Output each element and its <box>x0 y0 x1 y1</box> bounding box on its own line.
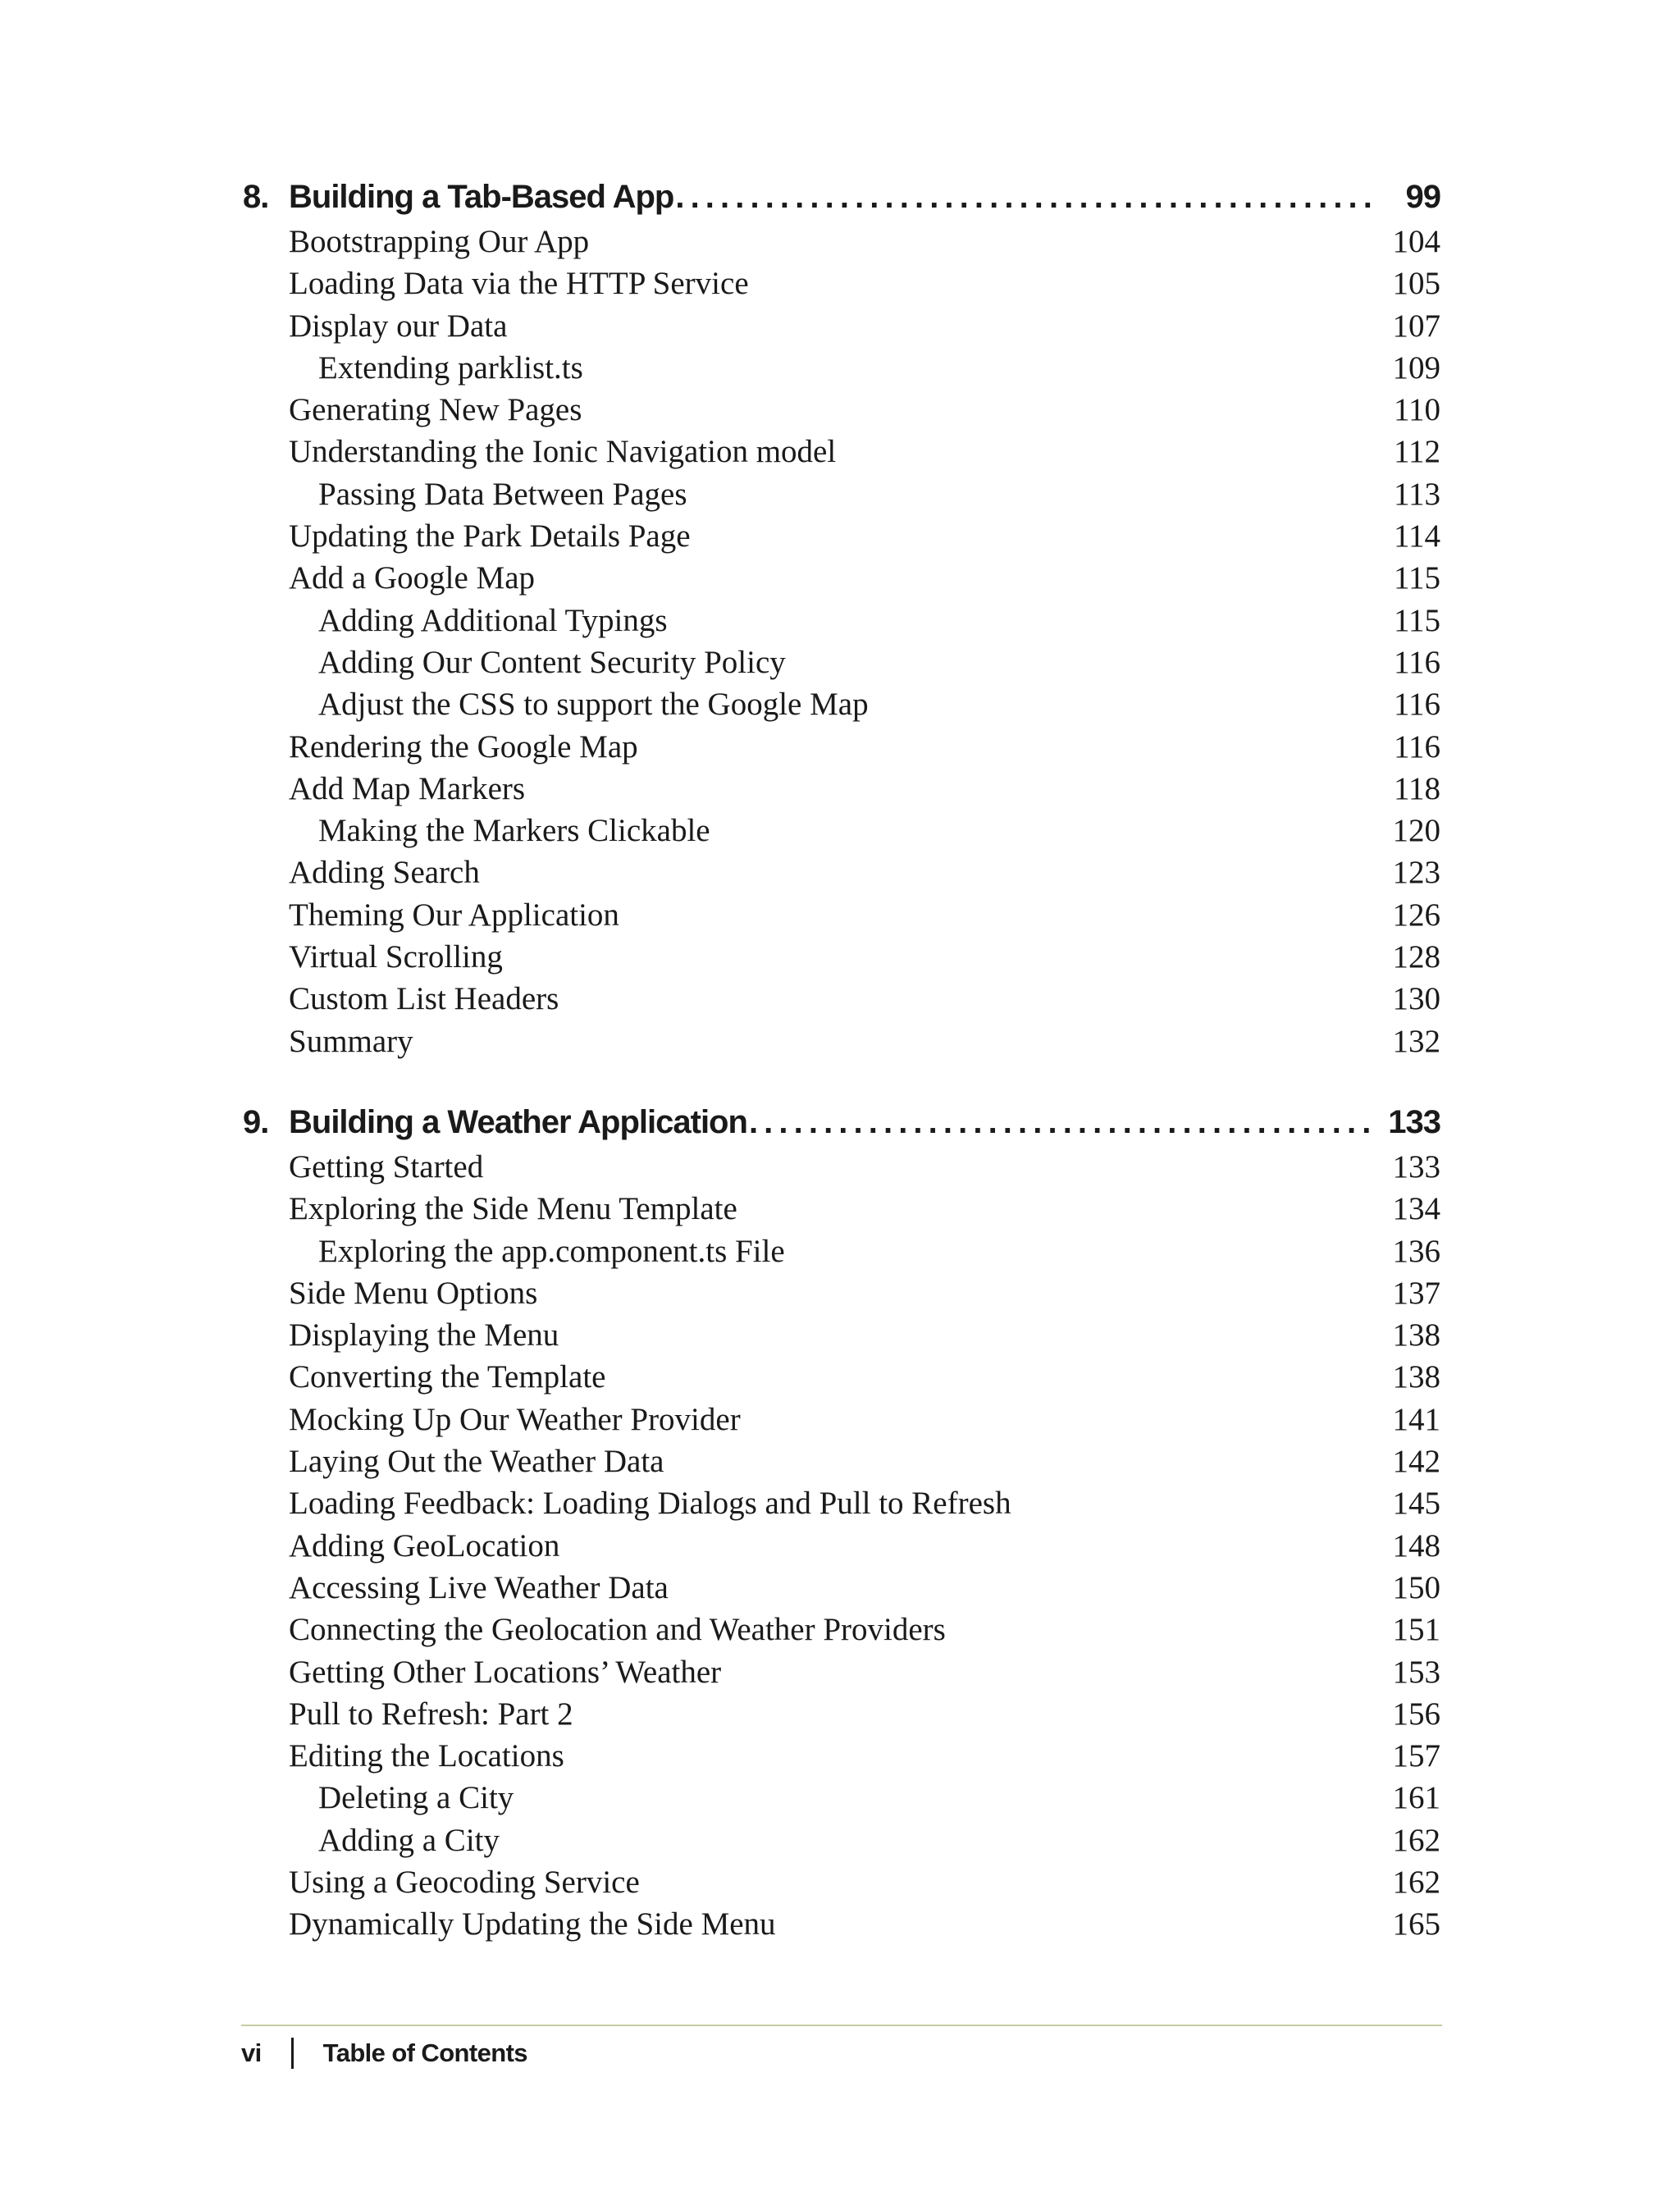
entry-title: Connecting the Geolocation and Weather Providers <box>289 1612 946 1648</box>
toc-section-entry[interactable] <box>243 1737 1440 1779</box>
entry-page-number: 115 <box>1393 560 1440 596</box>
entry-title: Converting the Template <box>289 1359 606 1395</box>
entry-page-number: 120 <box>1392 813 1440 849</box>
entry-title: Adding GeoLocation <box>289 1527 560 1564</box>
entry-page-number: 118 <box>1393 770 1440 806</box>
section-list <box>243 1148 1440 1948</box>
toc-section-entry[interactable] <box>243 1654 1440 1696</box>
entry-page-number: 153 <box>1392 1654 1440 1690</box>
toc-section-entry[interactable] <box>243 1275 1440 1317</box>
entry-page-number: 116 <box>1393 644 1440 680</box>
entry-page-number: 116 <box>1393 687 1440 723</box>
toc-subsection-entry[interactable] <box>243 349 1440 391</box>
entry-title: Passing Data Between Pages <box>318 476 687 512</box>
toc-section-entry[interactable] <box>243 433 1440 475</box>
entry-page-number: 138 <box>1392 1359 1440 1395</box>
entry-page-number: 116 <box>1393 728 1440 765</box>
chapter-8 <box>243 179 1440 1065</box>
entry-page-number: 112 <box>1393 434 1440 470</box>
entry-page-number: 156 <box>1392 1696 1440 1732</box>
toc-subsection-entry[interactable] <box>243 602 1440 644</box>
chapter-number: 8. <box>243 179 269 215</box>
entry-title: Dynamically Updating the Side Menu <box>289 1906 776 1942</box>
chapter-title: Building a Weather Application <box>289 1104 747 1140</box>
chapter-heading[interactable] <box>243 1104 1440 1148</box>
toc-section-entry[interactable] <box>243 897 1440 938</box>
entry-title: Loading Data via the HTTP Service <box>289 266 749 302</box>
entry-page-number: 109 <box>1392 349 1440 386</box>
toc-subsection-entry[interactable] <box>243 644 1440 686</box>
entry-title: Custom List Headers <box>289 981 559 1017</box>
entry-page-number: 134 <box>1392 1191 1440 1227</box>
entry-title: Exploring the Side Menu Template <box>289 1191 737 1227</box>
entry-page-number: 104 <box>1392 224 1440 259</box>
entry-title: Deleting a City <box>318 1780 514 1816</box>
entry-title: Bootstrapping Our App <box>289 224 590 259</box>
entry-page-number: 161 <box>1392 1780 1440 1816</box>
entry-title: Displaying the Menu <box>289 1317 559 1354</box>
chapter-page-number: 99 <box>1405 179 1440 215</box>
entry-page-number: 137 <box>1392 1275 1440 1311</box>
toc-section-entry[interactable] <box>243 559 1440 601</box>
toc-section-entry[interactable] <box>243 265 1440 307</box>
entry-title: Extending parklist.ts <box>318 349 583 386</box>
toc-subsection-entry[interactable] <box>243 1822 1440 1864</box>
entry-title: Updating the Park Details Page <box>289 518 691 555</box>
entry-page-number: 148 <box>1392 1527 1440 1564</box>
toc-section-entry[interactable] <box>243 728 1440 770</box>
entry-page-number: 128 <box>1392 939 1440 975</box>
entry-title: Making the Markers Clickable <box>318 813 710 849</box>
chapter-title: Building a Tab-Based App <box>289 179 674 215</box>
toc-subsection-entry[interactable] <box>243 476 1440 518</box>
toc-subsection-entry[interactable] <box>243 812 1440 854</box>
section-list <box>243 223 1440 1065</box>
entry-title: Mocking Up Our Weather Provider <box>289 1401 741 1437</box>
page-footer <box>241 2038 527 2069</box>
toc-section-entry[interactable] <box>243 1527 1440 1569</box>
toc-section-entry[interactable] <box>243 223 1440 265</box>
dot-leader <box>749 1104 1373 1141</box>
entry-page-number: 107 <box>1392 308 1440 344</box>
entry-page-number: 142 <box>1392 1444 1440 1480</box>
chapter-number: 9. <box>243 1104 269 1140</box>
toc-section-entry[interactable] <box>243 518 1440 559</box>
toc-section-entry[interactable] <box>243 1148 1440 1190</box>
entry-page-number: 162 <box>1392 1865 1440 1901</box>
entry-page-number: 150 <box>1392 1569 1440 1605</box>
entry-page-number: 162 <box>1392 1822 1440 1858</box>
entry-title: Editing the Locations <box>289 1738 564 1774</box>
footer-divider <box>241 2025 1442 2026</box>
entry-page-number: 110 <box>1393 392 1440 428</box>
entry-page-number: 114 <box>1393 518 1440 555</box>
toc-section-entry[interactable] <box>243 1023 1440 1065</box>
entry-page-number: 130 <box>1392 981 1440 1017</box>
entry-page-number: 132 <box>1392 1023 1440 1059</box>
toc-section-entry[interactable] <box>243 980 1440 1022</box>
entry-page-number: 151 <box>1392 1612 1440 1648</box>
chapter-page-number: 133 <box>1388 1104 1440 1140</box>
entry-title: Adding Our Content Security Policy <box>318 644 786 680</box>
entry-title: Using a Geocoding Service <box>289 1865 640 1901</box>
chapter-9 <box>243 1104 1440 1948</box>
entry-page-number: 126 <box>1392 897 1440 933</box>
footer-page-number: vi <box>241 2038 262 2067</box>
entry-title: Getting Other Locations’ Weather <box>289 1654 722 1690</box>
toc-section-entry[interactable] <box>243 1317 1440 1358</box>
entry-title: Adding a City <box>318 1822 500 1858</box>
entry-page-number: 165 <box>1392 1906 1440 1942</box>
entry-title: Theming Our Application <box>289 897 619 933</box>
entry-page-number: 138 <box>1392 1317 1440 1354</box>
toc-section-entry[interactable] <box>243 854 1440 896</box>
entry-page-number: 136 <box>1392 1233 1440 1269</box>
entry-page-number: 115 <box>1393 602 1440 638</box>
toc-section-entry[interactable] <box>243 1190 1440 1232</box>
toc-section-entry[interactable] <box>243 770 1440 812</box>
entry-title: Rendering the Google Map <box>289 728 638 765</box>
entry-page-number: 105 <box>1392 266 1440 302</box>
toc-section-entry[interactable] <box>243 308 1440 349</box>
toc-section-entry[interactable] <box>243 1485 1440 1527</box>
entry-page-number: 141 <box>1392 1401 1440 1437</box>
entry-title: Adjust the CSS to support the Google Map <box>318 687 869 723</box>
entry-page-number: 123 <box>1392 855 1440 891</box>
entry-page-number: 133 <box>1392 1149 1440 1185</box>
entry-title: Loading Feedback: Loading Dialogs and Pull to Refresh <box>289 1486 1011 1522</box>
entry-title: Add Map Markers <box>289 770 526 806</box>
entry-title: Display our Data <box>289 308 508 344</box>
toc-section-entry[interactable] <box>243 391 1440 433</box>
entry-page-number: 145 <box>1392 1486 1440 1522</box>
entry-page-number: 157 <box>1392 1738 1440 1774</box>
toc-section-entry[interactable] <box>243 1611 1440 1653</box>
entry-title: Understanding the Ionic Navigation model <box>289 434 837 470</box>
footer-separator <box>291 2038 294 2069</box>
entry-title: Adding Additional Typings <box>318 602 668 638</box>
entry-title: Adding Search <box>289 855 480 891</box>
toc-section-entry[interactable] <box>243 938 1440 980</box>
footer-section-title: Table of Contents <box>322 2038 527 2067</box>
entry-page-number: 113 <box>1393 476 1440 512</box>
toc-section-entry[interactable] <box>243 1864 1440 1906</box>
entry-title: Side Menu Options <box>289 1275 538 1311</box>
toc-subsection-entry[interactable] <box>243 1779 1440 1821</box>
entry-title: Accessing Live Weather Data <box>289 1569 669 1605</box>
entry-title: Generating New Pages <box>289 392 582 428</box>
toc-subsection-entry[interactable] <box>243 1233 1440 1275</box>
entry-title: Getting Started <box>289 1149 484 1185</box>
toc-section-entry[interactable] <box>243 1401 1440 1443</box>
toc-section-entry[interactable] <box>243 1906 1440 1947</box>
toc-subsection-entry[interactable] <box>243 686 1440 728</box>
entry-title: Exploring the app.component.ts File <box>318 1233 785 1269</box>
dot-leader <box>675 179 1376 216</box>
toc-section-entry[interactable] <box>243 1358 1440 1400</box>
toc-section-entry[interactable] <box>243 1696 1440 1737</box>
entry-title: Pull to Refresh: Part 2 <box>289 1696 573 1732</box>
chapter-heading[interactable] <box>243 179 1440 223</box>
entry-title: Summary <box>289 1023 413 1059</box>
toc-section-entry[interactable] <box>243 1443 1440 1485</box>
entry-title: Laying Out the Weather Data <box>289 1444 664 1480</box>
entry-title: Add a Google Map <box>289 560 536 596</box>
entry-title: Virtual Scrolling <box>289 939 503 975</box>
toc-section-entry[interactable] <box>243 1569 1440 1611</box>
